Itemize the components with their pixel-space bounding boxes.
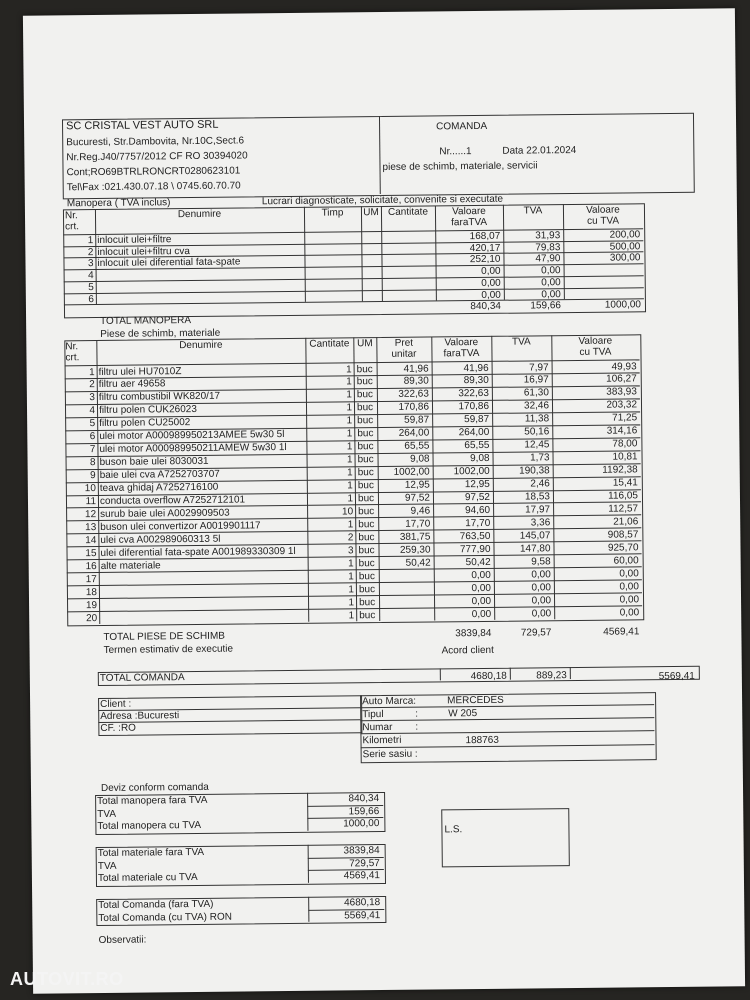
order-number: Nr......1: [439, 146, 472, 158]
parts-row-um: buc: [357, 441, 374, 453]
parts-row-price: 322,63: [398, 388, 429, 401]
parts-row-price: 9,08: [410, 453, 430, 465]
parts-row-um: buc: [357, 493, 375, 505]
parts-row-um: buc: [357, 428, 374, 440]
parts-row-denumire: filtru combustibil WK820/17: [98, 391, 221, 404]
parts-row-um: buc: [357, 480, 375, 492]
parts-row-tva: 147,80: [519, 543, 551, 555]
parts-row-nr: 9: [90, 470, 96, 482]
parts-row-tva: 11,38: [524, 413, 550, 425]
parts-row-um: buc: [356, 363, 373, 375]
company-phone: Tel\Fax :021.430.07.18 \ 0745.60.70.70: [66, 180, 241, 194]
watermark-logo: AUTOVIT.RO: [10, 969, 124, 989]
parts-row-tva: 2,46: [530, 478, 550, 490]
labor-row-tva: 0,00: [541, 265, 561, 277]
parts-row-total: 0,00: [619, 568, 639, 580]
parts-row-qty: 1: [346, 441, 353, 453]
parts-row-tva: 50,16: [524, 426, 550, 438]
parts-row-um: buc: [359, 596, 376, 608]
parts-row-nr: 12: [84, 508, 97, 521]
parts-row-total: 21,06: [613, 516, 639, 528]
parts-row-price: 170,86: [398, 401, 430, 414]
labor-header-nr: Nr. crt.: [64, 210, 80, 233]
invoice-paper: [23, 8, 745, 993]
parts-row-tva: 12,45: [524, 439, 550, 451]
parts-row-price: 41,96: [403, 363, 429, 375]
labor-row-value: 168,07: [469, 230, 501, 243]
labor-row-tva: 0,00: [541, 276, 561, 289]
labor-row-value: 420,17: [469, 242, 501, 254]
parts-row-total: 60,00: [613, 555, 639, 567]
parts-row-qty: 1: [348, 558, 354, 570]
parts-row-tva: 190,38: [519, 465, 550, 477]
parts-row-value: 0,00: [471, 582, 491, 594]
labor-header-cant: Cantitate: [387, 206, 429, 218]
parts-row-qty: 1: [347, 493, 354, 505]
labor-header-den: Denumire: [177, 208, 222, 221]
parts-row-price: 1002,00: [393, 466, 430, 478]
parts-row-price: 264,00: [398, 427, 430, 440]
summary-materials-value: 3839,84: [343, 845, 380, 857]
parts-row-total: 112,57: [608, 503, 639, 515]
parts-row-value: 59,87: [464, 414, 490, 426]
parts-row-nr: 2: [89, 379, 95, 391]
parts-row-qty: 1: [347, 480, 353, 492]
parts-row-price: 89,30: [403, 375, 429, 388]
car-type: W 205: [448, 708, 478, 720]
order-title: COMANDA: [436, 120, 488, 133]
parts-row-qty: 1: [346, 376, 352, 388]
labor-row-denumire: inlocuit ulei+filtre: [97, 234, 172, 246]
summary-materials-label: Total materiale cu TVA: [97, 871, 198, 885]
parts-row-price: 50,42: [405, 557, 431, 569]
parts-row-nr: 14: [85, 534, 97, 546]
parts-title: Piese de schimb, materiale: [100, 327, 221, 340]
company-address: Bucuresti, Str.Dambovita, Nr.10C,Sect.6: [66, 135, 245, 149]
car-number-label: Numar: [362, 721, 393, 734]
labor-row-nr: 6: [88, 293, 94, 305]
parts-row-denumire: ulei motor A000989950211AMEW 5w30 1l: [99, 442, 287, 456]
parts-row-qty: 1: [346, 428, 353, 440]
parts-row-price: 17,70: [405, 518, 431, 530]
labor-subtitle: Lucrari diagnosticate, solicitate, convenite si executate: [261, 193, 504, 208]
parts-row-price: 9,46: [410, 505, 431, 517]
parts-row-nr: 5: [89, 418, 96, 430]
labor-header-timp: Timp: [321, 207, 344, 219]
parts-row-um: buc: [356, 389, 374, 401]
labor-row-tva: 0,00: [541, 288, 561, 300]
labor-row-value: 0,00: [481, 265, 501, 278]
parts-row-nr: 15: [85, 547, 97, 559]
parts-row-value: 97,52: [464, 491, 491, 504]
parts-total-total: 4569,41: [603, 626, 640, 638]
parts-row-price: 59,87: [404, 414, 430, 427]
parts-row-tva: 17,97: [525, 504, 551, 516]
summary-labor-label: Total manopera fara TVA: [97, 794, 208, 808]
labor-row-nr: 5: [88, 281, 94, 293]
summary-materials-value: 4569,41: [343, 870, 380, 882]
labor-row-total: 300,00: [609, 252, 641, 265]
parts-row-value: 0,00: [471, 608, 492, 620]
parts-row-nr: 20: [86, 612, 98, 624]
parts-row-value: 763,50: [459, 530, 491, 543]
labor-total-total: 1000,00: [604, 299, 642, 311]
parts-row-tva: 0,00: [531, 607, 552, 620]
labor-row-value: 252,10: [469, 254, 501, 266]
summary-labor-value: 1000,00: [343, 818, 380, 830]
parts-row-qty: 1: [346, 454, 353, 466]
parts-row-denumire: ulei diferential fata-spate A001989330309 1l: [100, 545, 296, 559]
parts-row-denumire: alte materiale: [100, 560, 161, 572]
labor-row-nr: 1: [87, 235, 94, 247]
parts-row-total: 10,81: [612, 451, 638, 463]
parts-row-nr: 1: [89, 366, 95, 378]
parts-row-nr: 13: [85, 521, 97, 534]
summary-labor-value: 840,34: [348, 793, 380, 805]
labor-row-denumire: inlocuit ulei diferential fata-spate: [97, 256, 241, 270]
parts-row-denumire: filtru polen CU25002: [99, 417, 191, 430]
parts-row-tva: 0,00: [531, 594, 552, 607]
parts-row-qty: 1: [345, 363, 352, 375]
parts-row-qty: 1: [346, 389, 352, 401]
parts-total-tva: 729,57: [520, 627, 552, 639]
company-name: SC CRISTAL VEST AUTO SRL: [65, 118, 219, 133]
parts-header-valtva: Valoare cu TVA: [578, 335, 613, 358]
parts-row-value: 170,86: [458, 401, 490, 413]
parts-row-qty: 1: [346, 415, 353, 427]
parts-row-denumire: filtru aer 49658: [98, 378, 166, 391]
parts-header-pret: Pret unitar: [391, 337, 417, 360]
parts-row-denumire: teava ghidaj A7252716100: [99, 481, 219, 495]
parts-row-um: buc: [358, 570, 375, 582]
parts-row-um: buc: [356, 402, 374, 414]
summary-labor-label: TVA: [97, 808, 117, 820]
parts-row-qty: 1: [348, 596, 355, 608]
parts-row-total: 203,32: [606, 399, 638, 412]
labor-row-nr: 4: [88, 270, 94, 282]
parts-row-value: 9,08: [470, 453, 490, 465]
client-cf: CF. :RO: [100, 722, 136, 734]
client-label: Client :: [100, 698, 132, 710]
parts-row-value: 777,90: [459, 543, 491, 556]
parts-row-qty: 1: [348, 609, 355, 621]
labor-row-nr: 3: [87, 258, 94, 270]
summary-order-value: 4680,18: [343, 897, 381, 909]
parts-row-denumire: filtru ulei HU7010Z: [98, 365, 182, 378]
car-number-colon: :: [415, 721, 419, 733]
accord-label: Acord client: [441, 644, 494, 657]
parts-row-nr: 18: [85, 586, 97, 598]
parts-row-total: 0,00: [619, 593, 640, 606]
parts-row-tva: 32,46: [523, 400, 550, 412]
labor-total-value: 840,34: [470, 300, 502, 313]
parts-row-tva: 18,53: [524, 491, 551, 503]
parts-header-den: Denumire: [179, 339, 223, 352]
total-order-total: 5569,41: [658, 670, 695, 683]
car-brand: MERCEDES: [447, 694, 504, 707]
labor-row-value: 0,00: [481, 289, 501, 301]
parts-row-um: buc: [358, 583, 376, 595]
labor-header-um: UM: [363, 207, 379, 219]
parts-row-total: 0,00: [619, 580, 639, 593]
parts-row-price: 12,95: [404, 479, 430, 491]
parts-row-nr: 11: [85, 496, 97, 508]
parts-row-value: 264,00: [458, 427, 490, 439]
order-description: piese de schimb, materiale, servicii: [382, 160, 538, 173]
parts-row-denumire: surub baie ulei A0029909503: [100, 507, 230, 520]
car-type-label: Tipul: [362, 709, 384, 721]
parts-row-denumire: ulei cva A002989060313 5l: [100, 533, 221, 546]
parts-row-value: 89,30: [463, 375, 489, 387]
parts-row-total: 1192,38: [602, 464, 638, 476]
parts-row-denumire: conducta overflow A7252712101: [99, 494, 246, 507]
summary-materials-label: Total materiale fara TVA: [97, 846, 205, 860]
labor-row-total: 500,00: [609, 240, 641, 253]
parts-row-qty: 2: [347, 532, 354, 544]
parts-row-qty: 1: [348, 571, 354, 583]
parts-row-total: 71,25: [612, 412, 638, 424]
labor-row-tva: 47,90: [535, 253, 561, 265]
parts-row-total: 314,16: [606, 425, 638, 437]
parts-row-qty: 1: [348, 583, 354, 596]
labor-row-tva: 79,83: [535, 241, 561, 254]
parts-row-value: 0,00: [471, 595, 492, 607]
parts-row-tva: 1,73: [530, 452, 550, 464]
stamp-box: [441, 808, 570, 867]
parts-row-tva: 0,00: [531, 568, 551, 581]
parts-row-qty: 1: [346, 402, 353, 414]
parts-row-value: 0,00: [471, 569, 491, 581]
total-order-tva: 889,23: [536, 670, 567, 682]
car-km: 188763: [465, 734, 499, 747]
parts-row-tva: 16,97: [523, 374, 549, 386]
parts-row-um: buc: [358, 544, 375, 557]
total-order-value: 4680,18: [470, 670, 507, 683]
parts-row-value: 65,55: [464, 440, 490, 452]
summary-order-label: Total Comanda (cu TVA) RON: [98, 911, 232, 924]
parts-row-um: buc: [358, 557, 375, 570]
parts-row-denumire: buson ulei convertizor A0019901117: [100, 520, 261, 533]
parts-row-nr: 7: [89, 444, 96, 456]
parts-row-um: buc: [358, 518, 375, 531]
parts-row-qty: 10: [341, 506, 354, 518]
parts-header-val: Valoare faraTVA: [443, 337, 480, 360]
parts-row-denumire: buson baie ulei 8030031: [99, 455, 209, 469]
parts-row-total: 106,27: [606, 373, 637, 386]
parts-row-price: 97,52: [404, 492, 431, 504]
labor-total-tva: 159,66: [530, 300, 562, 312]
labor-row-tva: 31,93: [535, 230, 561, 242]
parts-row-total: 925,70: [607, 542, 639, 554]
term-label: Termen estimativ de executie: [103, 643, 234, 656]
observations-label: Observatii:: [98, 934, 147, 947]
parts-row-total: 908,57: [607, 529, 639, 541]
parts-row-value: 12,95: [464, 478, 490, 491]
summary-labor-label: Total manopera cu TVA: [97, 819, 202, 833]
parts-row-denumire: filtru polen CUK26023: [98, 404, 197, 417]
labor-total-label: TOTAL MANOPERA: [100, 315, 192, 327]
labor-row-value: 0,00: [481, 277, 501, 289]
parts-total-label: TOTAL PIESE DE SCHIMB: [103, 630, 225, 643]
parts-row-um: buc: [357, 467, 374, 479]
parts-row-um: buc: [358, 531, 375, 544]
parts-row-tva: 61,30: [523, 387, 549, 399]
parts-row-price: 259,30: [399, 544, 431, 556]
company-reg: Nr.Reg.J40/7757/2012 CF RO 30394020: [66, 150, 248, 164]
parts-row-tva: 3,36: [530, 517, 551, 529]
summary-title: Deviz conform comanda: [100, 781, 209, 794]
labor-header-tva: TVA: [523, 205, 543, 217]
parts-row-qty: 1: [347, 519, 354, 531]
parts-row-denumire: baie ulei cva A7252703707: [99, 468, 220, 482]
summary-materials-label: TVA: [97, 860, 117, 872]
parts-row-qty: 1: [347, 467, 353, 479]
parts-header-um: UM: [357, 338, 373, 350]
parts-row-value: 17,70: [465, 517, 491, 530]
summary-materials-value: 729,57: [349, 857, 380, 869]
parts-row-price: 65,55: [404, 440, 430, 452]
parts-total-value: 3839,84: [455, 627, 492, 640]
labor-header-valtva: Valoare cu TVA: [586, 204, 620, 227]
parts-row-total: 116,05: [608, 490, 639, 502]
parts-row-um: buc: [359, 609, 376, 621]
parts-row-tva: 145,07: [519, 530, 551, 542]
labor-row-total: 200,00: [609, 229, 641, 241]
parts-row-um: buc: [356, 376, 373, 388]
parts-row-value: 94,60: [465, 504, 491, 517]
parts-row-total: 49,93: [611, 360, 637, 373]
parts-row-um: buc: [357, 454, 374, 466]
summary-labor-value: 159,66: [348, 805, 380, 817]
client-address: Adresa :Bucuresti: [100, 710, 180, 722]
parts-header-tva: TVA: [511, 336, 531, 348]
labor-row-denumire: inlocuit ulei+filtru cva: [97, 245, 190, 258]
parts-row-value: 41,96: [463, 362, 489, 374]
parts-row-tva: 9,58: [531, 556, 551, 568]
parts-row-denumire: ulei motor A000989950213AMEE 5w30 5l: [99, 429, 285, 443]
parts-row-total: 78,00: [612, 438, 638, 450]
summary-order-value: 5569,41: [344, 909, 381, 921]
stamp-label: L.S.: [444, 824, 463, 836]
car-brand-label: Auto Marca:: [362, 695, 417, 708]
parts-row-nr: 3: [89, 392, 95, 404]
labor-row-nr: 2: [87, 246, 94, 258]
parts-row-nr: 8: [89, 457, 96, 469]
parts-row-value: 1002,00: [453, 465, 490, 478]
parts-row-nr: 6: [89, 431, 96, 443]
parts-row-tva: 0,00: [531, 581, 551, 594]
parts-row-value: 322,63: [458, 388, 489, 400]
parts-row-nr: 19: [85, 599, 98, 611]
parts-header-nr: Nr. crt.: [65, 341, 80, 364]
company-account: Cont;RO69BTRLRONCRT0280623101: [66, 165, 241, 179]
car-type-colon: :: [415, 708, 419, 720]
parts-row-nr: 17: [85, 573, 97, 585]
parts-row-um: buc: [358, 506, 375, 518]
parts-row-value: 50,42: [465, 556, 491, 568]
parts-row-tva: 7,97: [529, 361, 549, 373]
parts-row-total: 383,93: [606, 386, 637, 399]
parts-row-nr: 16: [85, 560, 97, 572]
parts-row-price: 381,75: [399, 531, 431, 543]
parts-row-nr: 10: [84, 483, 96, 495]
summary-order-label: Total Comanda (fara TVA): [98, 898, 214, 912]
parts-row-total: 15,41: [612, 477, 638, 489]
parts-row-total: 0,00: [619, 606, 640, 619]
total-order-label: TOTAL COMANDA: [99, 672, 185, 684]
labor-header-val: Valoare faraTVA: [451, 205, 488, 229]
parts-row-um: buc: [357, 415, 374, 427]
car-km-label: Kilometri: [362, 734, 402, 747]
parts-row-qty: 3: [347, 545, 354, 557]
car-vin-label: Serie sasiu :: [362, 748, 418, 761]
parts-header-cant: Cantitate: [309, 338, 350, 350]
order-date: Data 22.01.2024: [502, 144, 577, 157]
labor-title: Manopera ( TVA inclus): [66, 197, 171, 210]
parts-row-nr: 4: [89, 405, 96, 417]
